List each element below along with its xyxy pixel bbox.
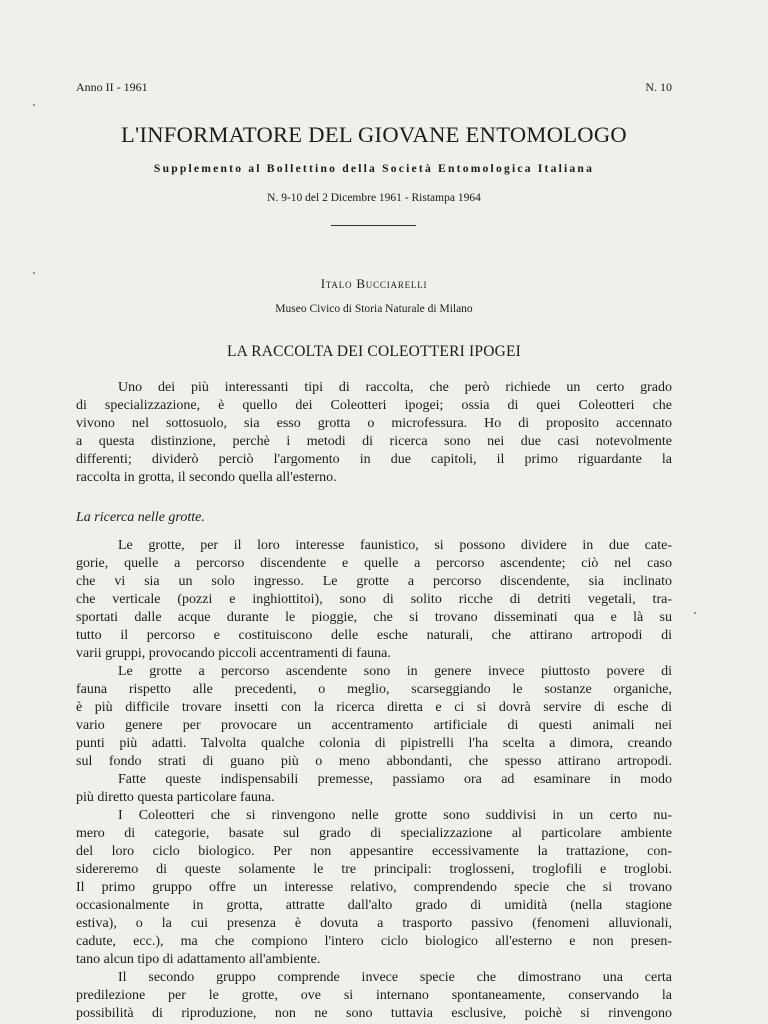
title-divider <box>331 225 416 226</box>
text-line: I Coleotteri che si rinvengono nelle grotte sono suddivisi in un certo nu- <box>118 808 672 823</box>
text-line: Il primo gruppo offre un interesse relativo, comprendendo specie che si trovano <box>76 880 672 895</box>
text-line: vivono nel sottosuolo, sia esso grotta o microfessura. Ho di proposito accennato <box>76 416 672 431</box>
text-line: varii gruppi, provocando piccoli accentramenti di fauna. <box>76 646 391 661</box>
text-line: possibilità di riproduzione, non ne sono tuttavia esclusive, poichè si rinvengono <box>76 1006 672 1021</box>
journal-title: L'INFORMATORE DEL GIOVANE ENTOMOLOGO <box>121 122 627 147</box>
text-line: predilezione per le grotte, ove si internano spontaneamente, conservando la <box>76 988 672 1003</box>
author-name: Italo Bucciarelli <box>320 276 428 291</box>
text-line: Le grotte, per il loro interesse faunistico, si possono dividere in due cate- <box>118 538 672 553</box>
text-line: differenti; dividerò perciò l'argomento in due capitoli, il primo riguardante la <box>76 452 672 467</box>
text-line: Il secondo gruppo comprende invece specie che dimostrano una certa <box>118 970 672 985</box>
text-line: tano alcun tipo di adattamento all'ambiente. <box>76 952 321 967</box>
text-line: raccolta in grotta, il secondo quella all'esterno. <box>76 470 337 485</box>
text-line: del loro ciclo biologico. Per non appesantire eccessivamente la trattazione, con- <box>76 844 672 859</box>
section-heading: La ricerca nelle grotte. <box>76 510 205 525</box>
text-line: sportati dalle acque durante le pioggie, che si trovano disseminati qua e là su <box>76 610 672 625</box>
text-line: tutto il percorso e costituiscono delle esche naturali, che attirano artropodi di <box>76 628 672 643</box>
text-line: Uno dei più interessanti tipi di raccolta, che però richiede un certo grado <box>118 380 672 395</box>
text-line: di specializzazione, è quello dei Coleotteri ipogei; ossia di quei Coleotteri che <box>76 398 672 413</box>
year-label: Anno II - 1961 <box>76 80 148 94</box>
text-line: mero di categorie, basate sul grado di specializzazione al particolare ambiente <box>76 826 672 841</box>
issue-number: N. 10 <box>645 80 672 94</box>
issue-line: N. 9-10 del 2 Dicembre 1961 - Ristampa 1964 <box>267 192 481 204</box>
text-line: occasionalmente in grotta, attratte dall'alto grado di umidità (nella stagione <box>76 898 672 913</box>
text-line: sidereremo di queste solamente le tre principali: troglosseni, troglofili e troglobi. <box>76 862 672 877</box>
author-affiliation: Museo Civico di Storia Naturale di Milano <box>275 303 473 315</box>
text-line: Fatte queste indispensabili premesse, passiamo ora ad esaminare in modo <box>118 772 672 787</box>
text-line: sul fondo strati di guano più o meno abbondanti, che spesso attirano artropodi. <box>76 754 672 769</box>
scan-speck <box>694 612 696 614</box>
text-line: gorie, quelle a percorso discendente e quelle a percorso ascendente; ciò nel caso <box>76 556 672 571</box>
scan-speck <box>33 272 35 274</box>
text-line: cadute, ecc.), ma che compiono l'intero ciclo biologico all'esterno e non presen- <box>76 934 672 949</box>
article-title: LA RACCOLTA DEI COLEOTTERI IPOGEI <box>226 343 522 360</box>
text-line: vario genere per provocare un accentramento artificiale di questi animali nei <box>76 718 672 733</box>
text-line: Le grotte a percorso ascendente sono in genere invece piuttosto povere di <box>118 664 672 679</box>
text-line: fauna rispetto alle precedenti, o meglio, scarseggiando le sostanze organiche, <box>76 682 672 697</box>
text-line: che verticale (pozzi e inghiottitoi), sono di solito ricche di detriti vegetali, tra- <box>76 592 672 607</box>
text-line: estiva), o la cui presenza è dovuta a trasporto passivo (fenomeni alluvionali, <box>76 916 672 931</box>
scan-speck <box>33 104 35 106</box>
text-line: è più difficile trovare insetti con la ricerca diretta e ci si dovrà servire di esche di <box>76 700 672 715</box>
journal-supplement: Supplemento al Bollettino della Società Entomologica Italiana <box>153 162 595 175</box>
text-line: a questa distinzione, perchè i metodi di ricerca sono nei due casi notevolmente <box>76 434 672 449</box>
text-line: che vi sia un solo ingresso. Le grotte a percorso discendente, sia inclinato <box>76 574 672 589</box>
header-meta <box>76 80 672 95</box>
text-line: punti più adatti. Talvolta qualche colonia di pipistrelli l'ha scelta a dimora, creando <box>76 736 672 751</box>
text-line: più diretto questa particolare fauna. <box>76 790 275 805</box>
